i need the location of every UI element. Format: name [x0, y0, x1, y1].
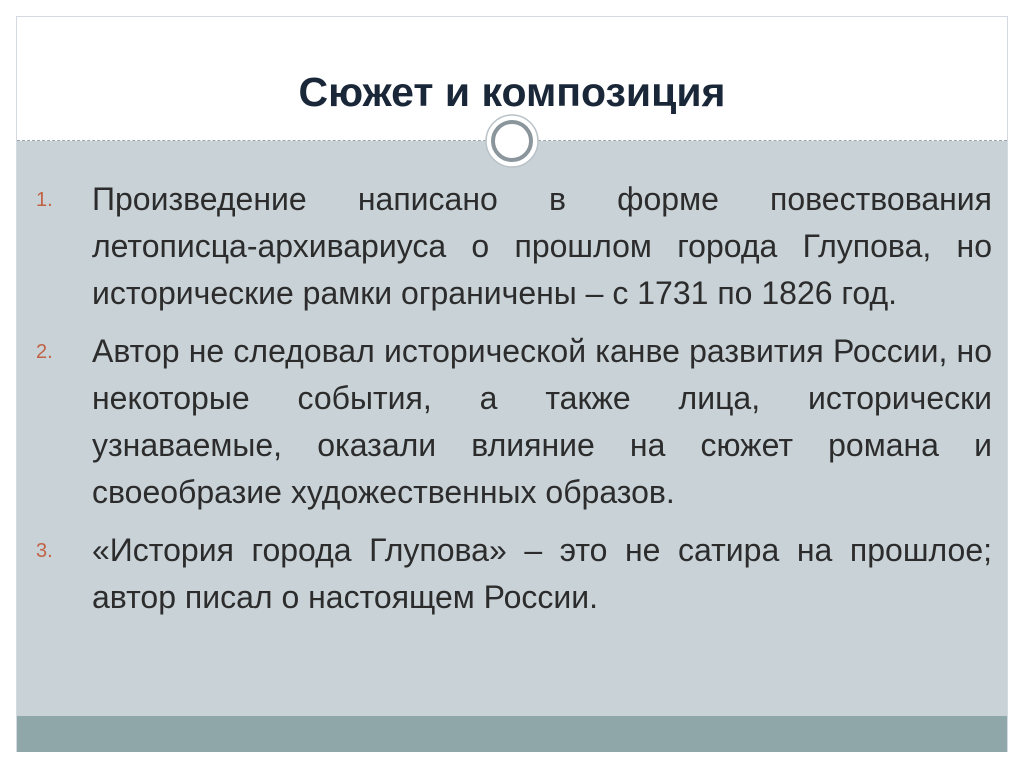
slide-title: Сюжет и композиция	[298, 69, 726, 115]
list-item-number: 1.	[36, 189, 53, 211]
list-item-text: «История города Глупова» – это не сатира на прошлое; автор писал о настоящем России.	[92, 532, 992, 615]
list-item	[36, 176, 992, 317]
list-item-text: Произведение написано в форме повествования летописца-архивариуса о прошлом города Глупова, но исторические рамки ограничены – с 1731 по 1826 год.	[92, 181, 992, 311]
list-item	[36, 527, 992, 621]
content-list	[36, 176, 992, 632]
list-item	[36, 328, 992, 516]
list-item-number: 2.	[36, 341, 53, 363]
list-item-number: 3.	[36, 540, 53, 562]
list-item-text: Автор не следовал исторической канве развития России, но некоторые события, а также лица, исторически узнаваемые, оказали влияние на сюжет романа и своеобразие художественных образов.	[92, 333, 992, 510]
bottom-bar	[17, 716, 1007, 752]
double-ring-icon	[484, 113, 540, 169]
